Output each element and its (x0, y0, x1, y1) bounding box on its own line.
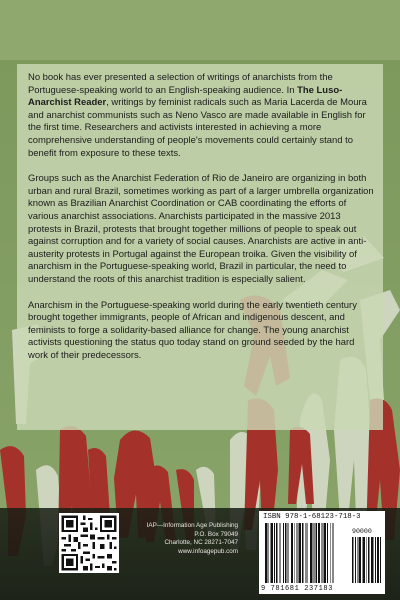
barcode-digits: 9 781681 237183 (261, 585, 334, 593)
publisher-city: Charlotte, NC 28271-7047 (164, 539, 238, 547)
qr-code (59, 513, 119, 573)
isbn-label: ISBN 978-1-68123-718-3 (263, 513, 361, 521)
blurb-paragraph-1-text-cont: , writings by feminist radicals such as Maria Lacerda de Moura and anarchist communists such as Neno Vasco are made available in English for the first time. Researchers and activists interested in achieving a more comprehensive understanding of people's movements could certainly stand to benefit from exposure to these texts. (28, 97, 367, 159)
blurb-paragraph-3: Anarchism in the Portuguese-speaking world during the early twentieth century brought together immigrants, people of African and indigenous descent, and feminists to forge a solidarity-based alliance for change. The young anarchist activists questioning the status quo today stand on ground seeded by the hard work of their predecessors. (28, 299, 357, 361)
blurb-paragraph-1-text: No book has ever presented a selection of writings of anarchists from the Portuguese-speaking world to an English-speaking audience. In (28, 72, 333, 96)
back-cover-blurb (28, 72, 376, 375)
publisher-info (128, 522, 238, 556)
publisher-name: IAP—Information Age Publishing (146, 522, 238, 529)
book-title: The Luso-Anarchist Reader (28, 84, 343, 109)
publisher-website: www.infoagepub.com (178, 547, 238, 555)
blurb-paragraph-2: Groups such as the Anarchist Federation of Rio de Janeiro are organizing in both urban and rural Brazil, sometimes working as part of a larger umbrella organization known as Brazilian Anarchist Coordination or CAB coordinating the efforts of various anarchist associations. Anarchists participated in the massive 2013 protests in Brazil, protests that brought together millions of people to speak out against corruption and for a variety of social causes. Anarchists are active in anti-austerity protests in Portugal against the European troika. Given the visibility of anarchism in the Portuguese-speaking world, Brazil in particular, the need to understand the roots of this anarchist tradition is especially salient. (28, 173, 374, 285)
publisher-po-box: P.O. Box 79049 (194, 530, 238, 538)
blurb-paragraph-1 (28, 72, 376, 160)
barcode-addon-digits: 90000 (352, 528, 372, 535)
